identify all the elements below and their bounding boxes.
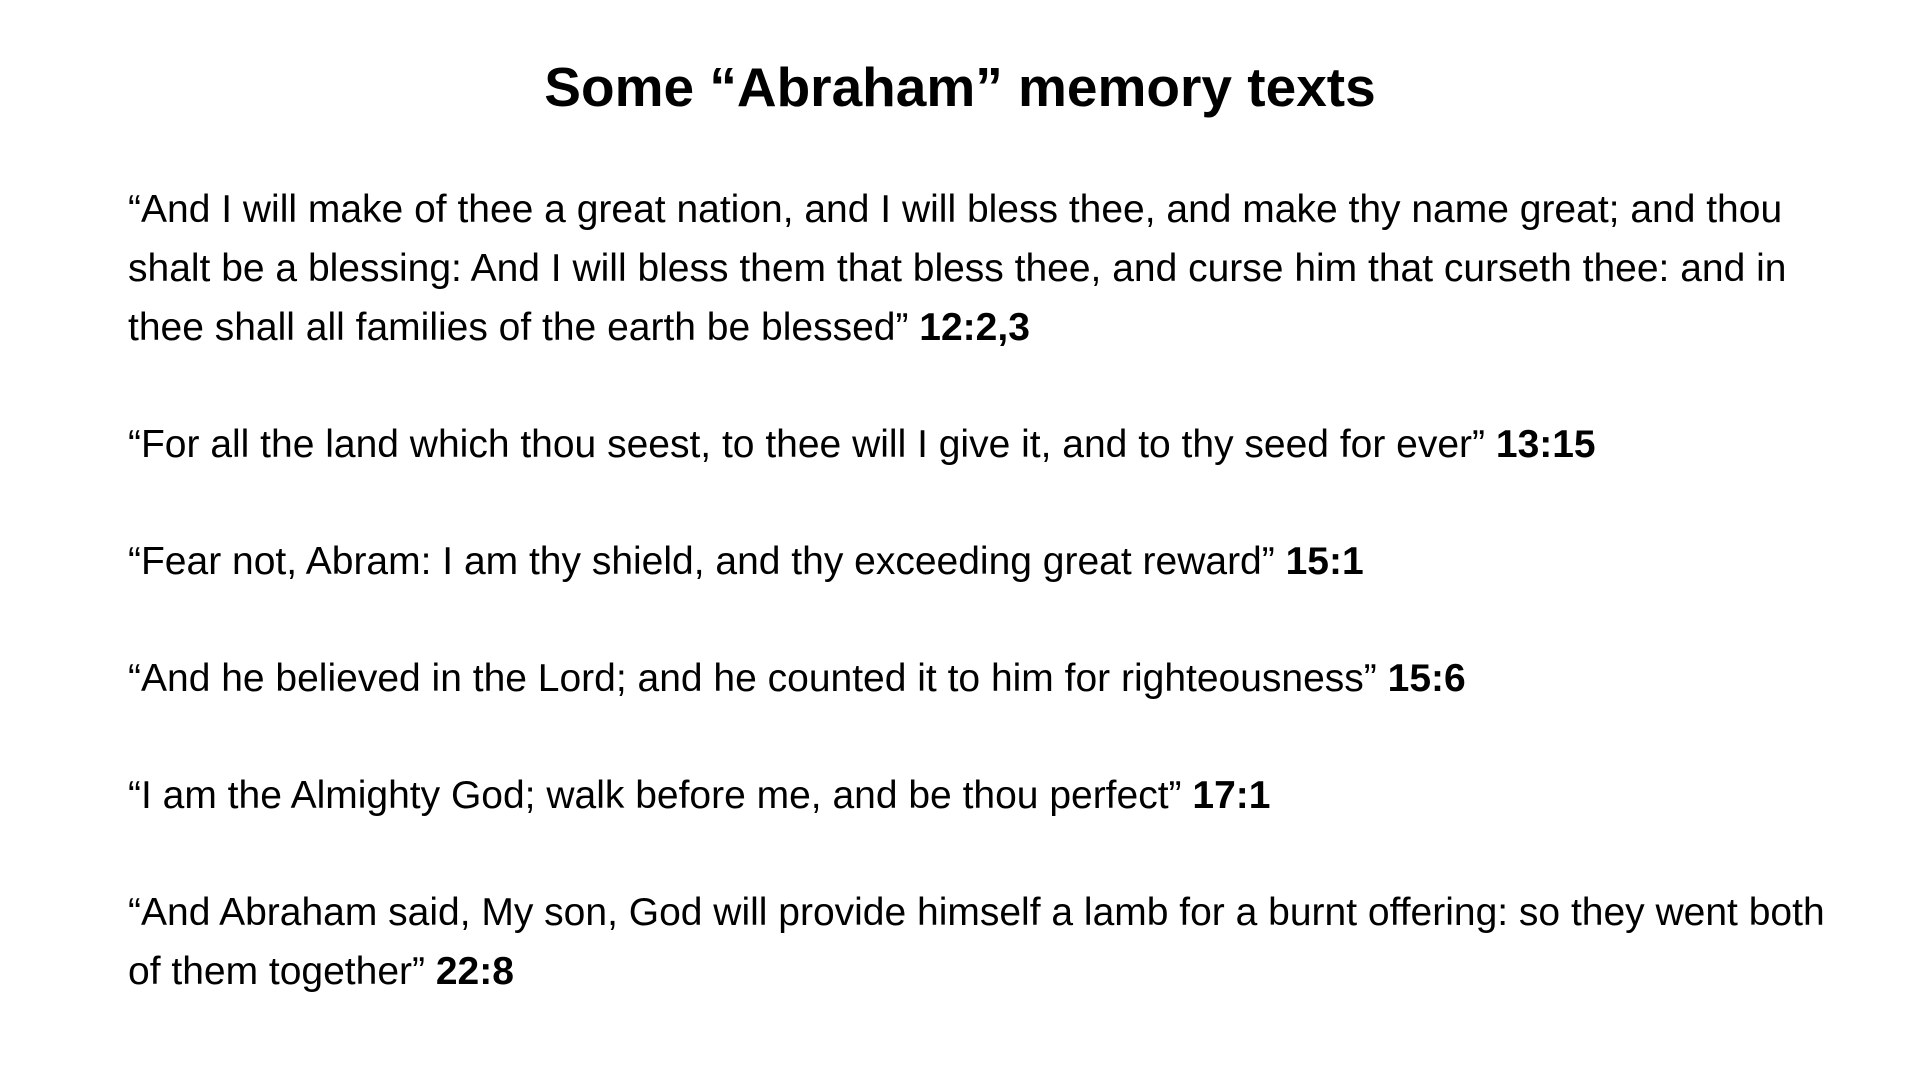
verse-reference: 15:6 — [1387, 657, 1466, 700]
verse-item — [128, 532, 1828, 591]
verse-item — [128, 649, 1828, 708]
verse-reference: 13:15 — [1495, 423, 1596, 466]
verse-item — [128, 415, 1828, 474]
verse-item — [128, 883, 1828, 1001]
verse-text: “And he believed in the Lord; and he counted it to him for righteousness” — [128, 657, 1377, 700]
verse-reference: 12:2,3 — [919, 306, 1030, 349]
verse-reference: 17:1 — [1192, 774, 1271, 817]
verse-text: “Fear not, Abram: I am thy shield, and thy exceeding great reward” — [128, 540, 1275, 583]
verse-text: “And I will make of thee a great nation, and I will bless thee, and make thy name great; and thou shalt be a blessing: And I will bless them that bless thee, and curse him that curseth thee: and in thee shall all families of the earth be blessed” — [128, 188, 1787, 349]
verse-text: “For all the land which thou seest, to thee will I give it, and to thy seed for ever” — [128, 423, 1486, 466]
verse-reference: 15:1 — [1285, 540, 1364, 583]
verse-list — [128, 180, 1828, 1001]
verse-text: “I am the Almighty God; walk before me, and be thou perfect” — [128, 774, 1182, 817]
verse-item — [128, 180, 1828, 357]
slide-title: Some “Abraham” memory texts — [544, 56, 1376, 118]
verse-item — [128, 766, 1828, 825]
verse-text: “And Abraham said, My son, God will provide himself a lamb for a burnt offering: so they went both of them together” — [128, 891, 1825, 993]
verse-reference: 22:8 — [435, 950, 514, 993]
